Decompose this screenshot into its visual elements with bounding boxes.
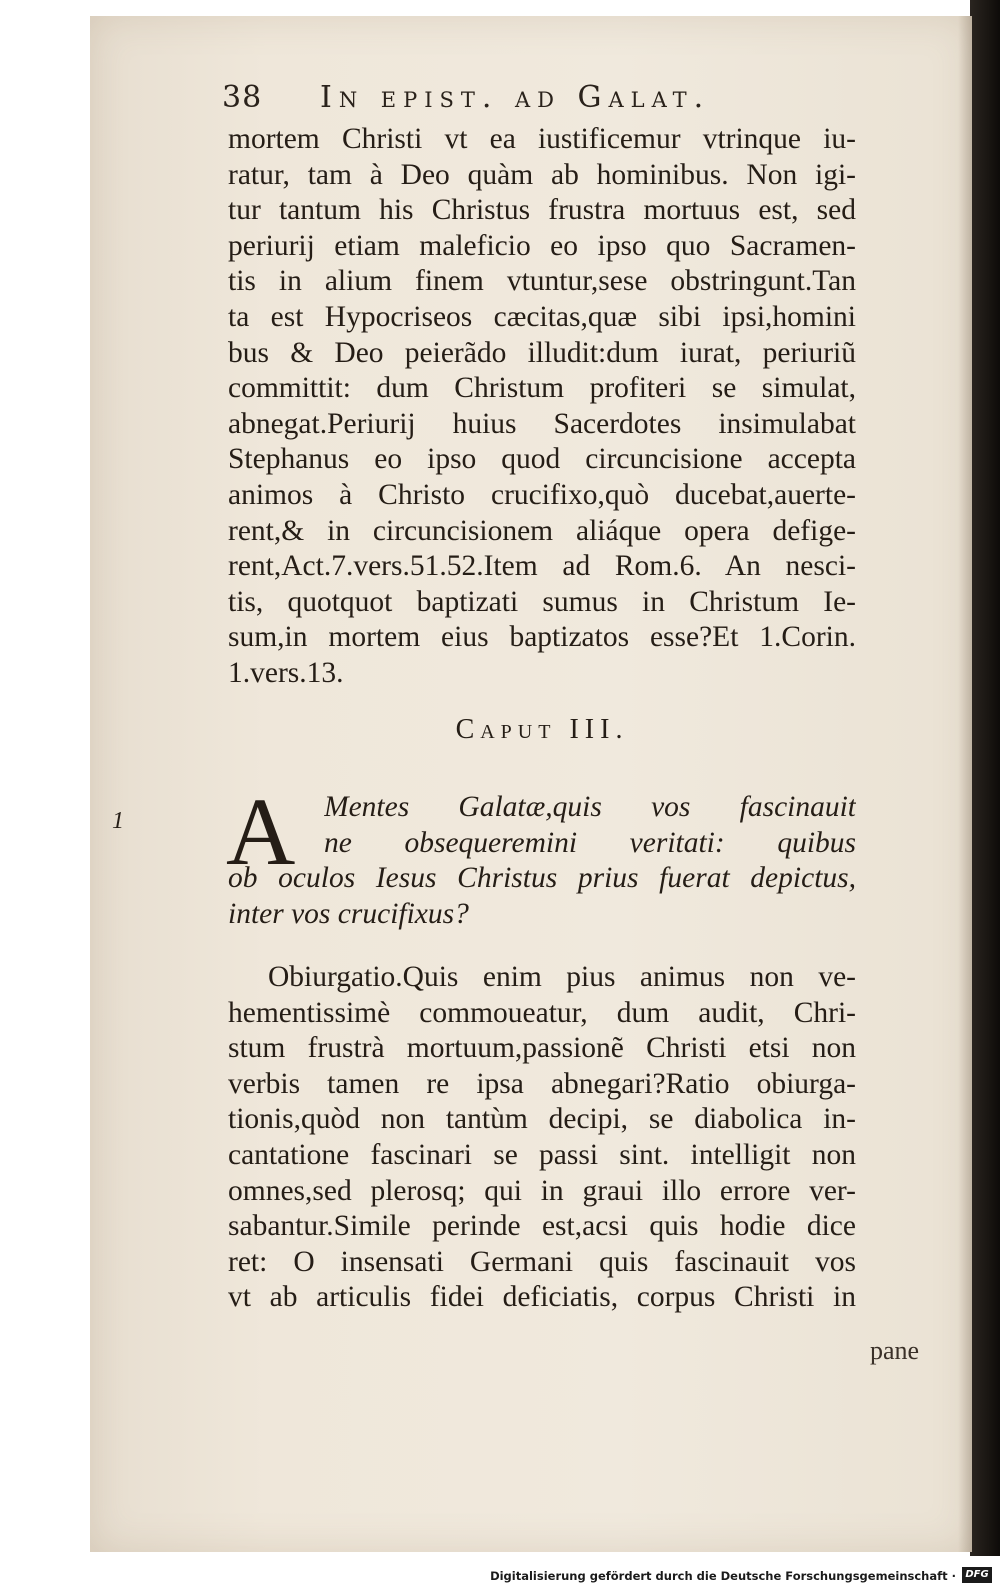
text-line: cantatione fascinari se passi sint. intelligit non	[228, 1138, 856, 1171]
text-line: ta est Hypocriseos cæcitas,quæ sibi ipsi,homini	[228, 300, 856, 333]
page-fold-shadow	[958, 16, 972, 1552]
text-line: tis, quotquot baptizati sumus in Christum Ie-	[228, 585, 856, 618]
text-line: stum frustrà mortuum,passionẽ Christi etsi non	[228, 1032, 856, 1065]
text-line: tionis,quòd non tantùm decipi, se diabolica in-	[228, 1103, 856, 1136]
text-line: mortem Christi vt ea iustificemur vtrinque iu-	[228, 123, 856, 155]
text-line: animos à Christo crucifixo,quò ducebat,auerte-	[228, 478, 856, 511]
text-line: bus & Deo peierãdo illudit:dum iurat, periuriũ	[228, 336, 856, 369]
text-line: abnegat.Periurij huius Sacerdotes insimulabat	[228, 407, 856, 440]
text-line: sum,in mortem eius baptizatos esse?Et 1.Corin.	[228, 621, 856, 654]
text-line: sabantur.Simile perinde est,acsi quis hodie dice	[228, 1210, 856, 1243]
drop-cap: A	[226, 778, 296, 885]
text-line: Obiurgatio.Quis enim pius animus non ve-	[268, 961, 856, 993]
text-block-continuation	[228, 122, 856, 692]
page-number: 38	[222, 80, 263, 115]
verse-number: 1	[112, 808, 124, 834]
running-head	[222, 80, 862, 120]
running-title: In epist. ad Galat.	[320, 80, 711, 115]
text-line: verbis tamen re ipsa abnegari?Ratio obiurga-	[228, 1067, 856, 1100]
verse-line: Mentes Galatæ,quis vos fascinauit	[324, 791, 856, 823]
text-line: periurij etiam maleficio eo ipso quo Sacramen-	[228, 229, 856, 262]
text-line: ret: O insensati Germani quis fascinauit vos	[228, 1245, 856, 1278]
text-line: tur tantum his Christus frustra mortuus est, sed	[228, 194, 856, 227]
text-line: Stephanus eo ipso quod circuncisione accepta	[228, 443, 856, 476]
book-edge	[970, 0, 1000, 1556]
chapter-heading: Caput III.	[455, 714, 629, 745]
text-line: vt ab articulis fidei deficiatis, corpus Christi in	[228, 1281, 856, 1314]
text-line: hementissimè commoueatur, dum audit, Chri-	[228, 996, 856, 1029]
text-line: tis in alium finem vtuntur,sese obstringunt.Tan	[228, 265, 856, 298]
text-line: committit: dum Christum profiteri se simulat,	[228, 372, 856, 405]
text-block-commentary	[228, 960, 856, 1316]
verse-block	[112, 778, 856, 932]
verse-line: ob oculos Iesus Christus prius fuerat depictus,	[228, 862, 856, 895]
text-line: ratur, tam à Deo quàm ab hominibus. Non igi-	[228, 158, 856, 191]
text-line: omnes,sed plerosq; qui in graui illo errore ver-	[228, 1174, 856, 1207]
dfg-logo: DFG	[962, 1567, 992, 1583]
digitization-credit: Digitalisierung gefördert durch die Deutsche Forschungsgemeinschaft ·	[490, 1569, 956, 1583]
text-line: rent,Act.7.vers.51.52.Item ad Rom.6. An nesci-	[228, 550, 856, 583]
text-line: rent,& in circuncisionem aliáque opera defige-	[228, 514, 856, 547]
verse-line: ne obsequeremini veritati: quibus	[324, 826, 856, 859]
text-line: 1.vers.13.	[228, 656, 344, 689]
catchword: pane	[870, 1336, 920, 1365]
verse-line: inter vos crucifixus?	[228, 897, 469, 930]
